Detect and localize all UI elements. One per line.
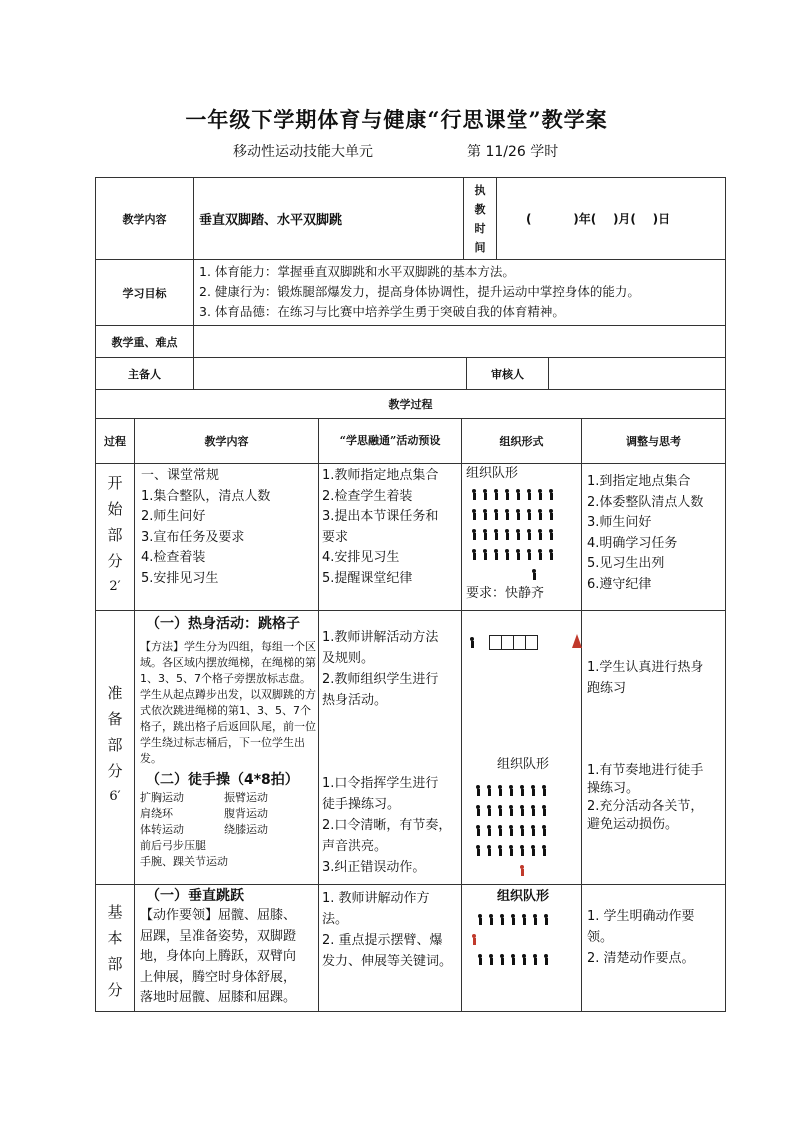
- start-activity: 1.教师指定地点集合 2.检查学生着装 3.提出本节课任务和 要求 4.安排见习生 5.提醒课堂纪律: [322, 468, 439, 586]
- col-header-content: 教学内容: [204, 435, 249, 448]
- prep-activity-exercise: 1.口令指挥学生进行 徒手操练习。 2.口令清晰，有节奏， 声音洪亮。 3.纠正错误动作。: [322, 776, 452, 875]
- student-icon: [531, 785, 535, 796]
- student-icon: [487, 785, 491, 796]
- student-icon: [516, 509, 520, 520]
- student-icon: [542, 845, 546, 856]
- goals-list: 1. 体育能力：掌握垂直双脚跳和水平双脚跳的基本方法。 2. 健康行为：锻炼腿部爆发力，提高身体协调性，提升运动中掌控身体的能力。 3. 体育品德：在练习与比赛中培养学生勇于突破自我的体育精神。: [199, 264, 640, 319]
- reviewer-label: 审核人: [491, 367, 524, 381]
- student-icon: [509, 825, 513, 836]
- student-icon: [509, 785, 513, 796]
- student-icon: [549, 529, 553, 540]
- lesson-number: 第 11/26 学时: [467, 144, 559, 160]
- start-content: 一、课堂常规 1.集合整队，清点人数 2.师生问好 3.宣布任务及要求 4.检查着装 5.安排见习生: [141, 468, 271, 586]
- student-icon: [483, 489, 487, 500]
- page-title: 一年级下学期体育与健康“行思课堂”教学案: [185, 107, 608, 132]
- student-icon: [549, 489, 553, 500]
- student-icon: [489, 954, 493, 965]
- col-header-activity: “学思融通”活动预设: [339, 434, 441, 447]
- student-icon: [522, 954, 526, 965]
- student-icon: [505, 529, 509, 540]
- student-icon: [487, 845, 491, 856]
- basic-content: [140, 886, 317, 1010]
- preparer-label: 主备人: [128, 367, 161, 381]
- student-icon: [544, 914, 548, 925]
- prep-activity-warmup: 1.教师讲解活动方法 及规则。 2.教师组织学生进行 热身活动。: [322, 630, 439, 708]
- student-icon: [494, 509, 498, 520]
- student-icon: [516, 489, 520, 500]
- student-icon: [520, 805, 524, 816]
- basic-title: （一）垂直跳跃: [146, 888, 244, 904]
- student-icon: [505, 489, 509, 500]
- student-icon: [520, 825, 524, 836]
- student-icon: [520, 785, 524, 796]
- student-icon: [505, 509, 509, 520]
- start-adjust: 1.到指定地点集合 2.体委整队清点人数 3.师生问好 4.明确学习任务 5.见习生出列 6.遵守纪律: [587, 474, 704, 592]
- content-value: 垂直双脚踏、水平双脚跳: [199, 213, 343, 228]
- student-icon: [483, 509, 487, 520]
- warmup-method: 【方法】学生分为四组，每组一个区域。各区域内摆放绳梯，在绳梯的第1、3、5、7个格子旁摆放标志盘。学生从起点蹲步出发，以双脚跳的方式依次跳进绳梯的第1、3、5、7个格子，跳出格子后返回队尾，前一位学生绕过标志桶后，下一位学生出发。: [140, 640, 316, 765]
- student-icon: [549, 509, 553, 520]
- student-icon: [487, 825, 491, 836]
- student-icon: [505, 549, 509, 560]
- student-icon: [476, 845, 480, 856]
- basic-key-points: 【动作要领】屈髋、屈膝、 屈踝，呈准备姿势，双脚蹬 地，身体向上腾跃，双臂向 上伸展，腾空时身体舒展， 落地时屈髋、屈膝和屈踝。: [140, 908, 297, 1005]
- student-icon: [500, 954, 504, 965]
- student-icon: [487, 805, 491, 816]
- student-icon: [520, 845, 524, 856]
- student-icon: [538, 509, 542, 520]
- student-icon: [538, 529, 542, 540]
- student-icon: [538, 489, 542, 500]
- student-icon: [511, 914, 515, 925]
- student-icon: [544, 954, 548, 965]
- student-icon: [472, 509, 476, 520]
- teacher-icon: [472, 934, 476, 945]
- ladder-drill-diagram: [466, 630, 586, 660]
- student-icon: [472, 529, 476, 540]
- student-icon: [472, 549, 476, 560]
- student-icon: [511, 954, 515, 965]
- goals-label: 学习目标: [122, 286, 167, 300]
- teacher-icon: [532, 569, 536, 580]
- student-icon: [509, 845, 513, 856]
- key-points-label: 教学重、难点: [111, 335, 178, 349]
- basic-formation: [466, 909, 580, 969]
- col-header-adjust: 调整与思考: [626, 435, 681, 448]
- student-icon: [470, 637, 474, 648]
- prep-adjust-warmup: 1.学生认真进行热身 跑练习: [587, 660, 704, 696]
- student-icon: [500, 914, 504, 925]
- student-icon: [483, 549, 487, 560]
- student-icon: [516, 549, 520, 560]
- student-icon: [531, 825, 535, 836]
- student-icon: [531, 805, 535, 816]
- prep-org-title: 组织队形: [496, 757, 549, 772]
- student-icon: [522, 914, 526, 925]
- marker-cone-icon: [572, 634, 582, 648]
- basic-activity: 1. 教师讲解动作方 法。 2. 重点提示摆臂、爆 发力、伸展等关键词。: [322, 891, 453, 969]
- start-org-title: 组织队形: [466, 466, 519, 481]
- student-icon: [498, 845, 502, 856]
- basic-adjust: 1. 学生明确动作要 领。 2. 清楚动作要点。: [587, 909, 695, 966]
- student-icon: [533, 914, 537, 925]
- start-org-requirement: 要求：快静齐: [466, 586, 545, 601]
- basic-organization: [466, 887, 580, 1009]
- student-icon: [476, 805, 480, 816]
- teacher-icon: [520, 865, 524, 876]
- student-icon: [472, 489, 476, 500]
- student-icon: [478, 914, 482, 925]
- student-icon: [476, 825, 480, 836]
- rope-ladder: [490, 635, 538, 650]
- prep-content: [140, 614, 316, 882]
- prep-formation: [466, 780, 580, 880]
- student-icon: [494, 529, 498, 540]
- student-icon: [476, 785, 480, 796]
- student-icon: [527, 529, 531, 540]
- col-header-phase: 过程: [104, 435, 126, 448]
- student-icon: [494, 549, 498, 560]
- student-icon: [542, 825, 546, 836]
- student-icon: [549, 549, 553, 560]
- student-icon: [509, 805, 513, 816]
- time-label: 执 教 时 间: [474, 183, 486, 254]
- student-icon: [533, 954, 537, 965]
- student-icon: [498, 785, 502, 796]
- student-icon: [542, 785, 546, 796]
- prep-organization: [466, 755, 580, 883]
- student-icon: [494, 489, 498, 500]
- content-label: 教学内容: [122, 212, 167, 226]
- student-icon: [538, 549, 542, 560]
- student-icon: [483, 529, 487, 540]
- student-icon: [498, 825, 502, 836]
- student-icon: [498, 805, 502, 816]
- process-label: 教学过程: [388, 398, 433, 411]
- basic-org-title: 组织队形: [496, 889, 549, 904]
- student-icon: [489, 914, 493, 925]
- start-organization: [466, 464, 580, 609]
- start-formation: [466, 484, 580, 584]
- student-icon: [516, 529, 520, 540]
- student-icon: [531, 845, 535, 856]
- student-icon: [527, 549, 531, 560]
- time-value: ( )年( )月( )日: [526, 212, 671, 226]
- student-icon: [478, 954, 482, 965]
- unit-name: 移动性运动技能大单元: [233, 144, 373, 160]
- prep-phase-label: 准 备 部 分 6′: [107, 684, 123, 804]
- exercise-list: 扩胸运动 振臂运动 肩绕环 腹背运动 体转运动 绕膝运动 前后弓步压腿 手腕、踝关节运动: [140, 791, 268, 868]
- student-icon: [527, 489, 531, 500]
- student-icon: [542, 805, 546, 816]
- col-header-organization: 组织形式: [499, 435, 544, 448]
- basic-phase-label: 基 本 部 分: [107, 903, 123, 999]
- exercise-title: （二）徒手操（4*8拍）: [146, 772, 299, 788]
- prep-adjust-exercise: 1.有节奏地进行徒手 操练习。 2.充分活动各关节， 避免运动损伤。: [587, 763, 704, 832]
- student-icon: [527, 509, 531, 520]
- ladder-cell: [525, 635, 538, 650]
- start-phase-label: 开 始 部 分 2′: [107, 474, 123, 594]
- warmup-title: （一）热身活动：跳格子: [146, 616, 300, 632]
